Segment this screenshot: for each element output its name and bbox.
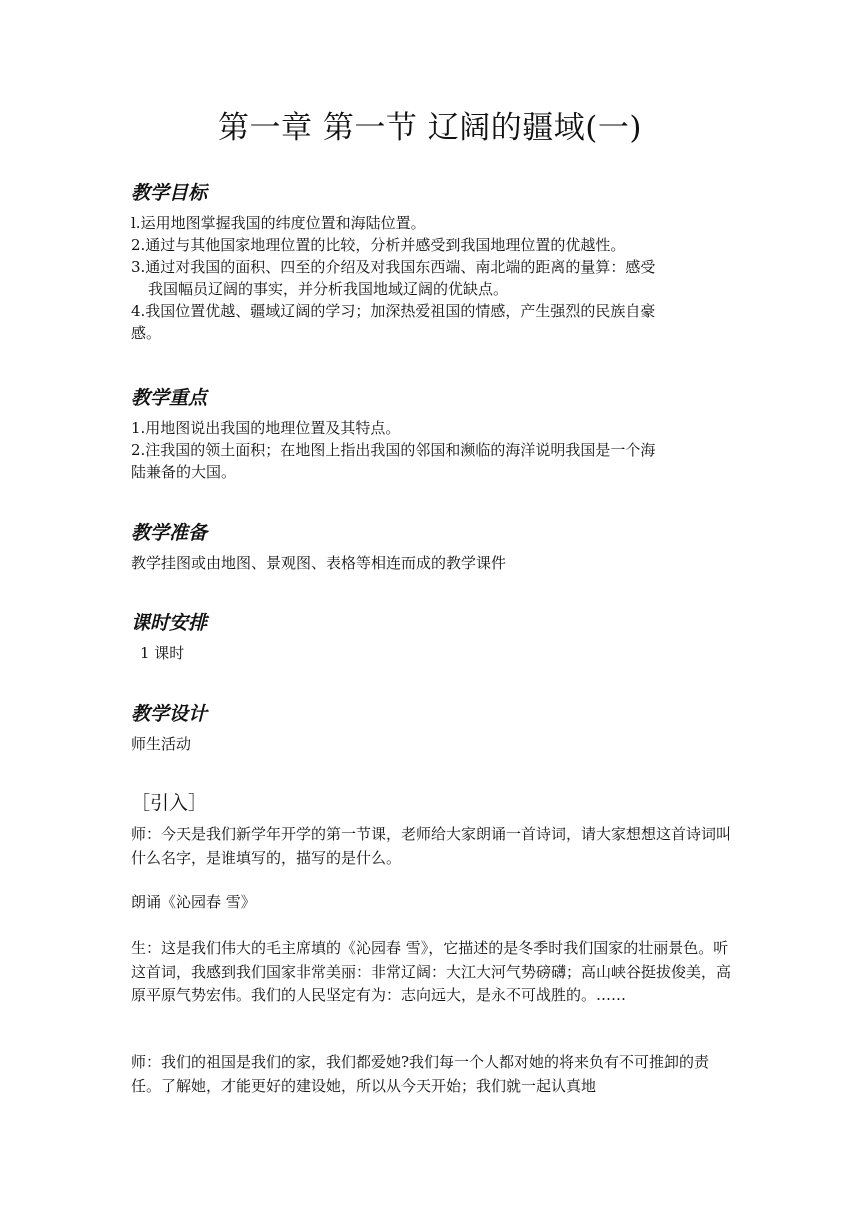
goal-line: 感。	[131, 324, 162, 342]
design-heading: 教学设计	[131, 703, 208, 725]
design-text: 师生活动	[131, 735, 192, 753]
keypoints-heading: 教学重点	[131, 387, 208, 409]
intro-para-4-block	[131, 1051, 731, 1098]
prep-text: 教学挂图或由地图、景观图、表格等相连而成的教学课件	[131, 554, 507, 572]
schedule-text: 1 课时	[140, 644, 185, 662]
intro-para-2-block	[131, 891, 731, 915]
goal-line: 我国幅员辽阔的事实，并分析我国地域辽阔的优缺点。	[148, 280, 509, 298]
intro-paragraph: 朗诵《沁园春 雪》	[131, 893, 256, 911]
intro-para-3-block	[131, 937, 731, 1008]
intro-paragraph: 生：这是我们伟大的毛主席填的《沁园春 雪》，它描述的是冬季时我们国家的壮丽景色。听这首词，我感到我们国家非常美丽：非常辽阔：大江大河气势磅礴；高山峡谷挺拔俊美，高原平原气势宏伟。我们的人民坚定有为：志向远大，是永不可战胜的。……	[131, 939, 732, 1004]
page-title: 第一章 第一节 辽阔的疆域(一)	[218, 110, 642, 146]
goal-line: 4.我国位置优越、疆域辽阔的学习；加深热爱祖国的情感，产生强烈的民族自豪	[131, 302, 656, 320]
keypoint-line: 2.注我国的领土面积；在地图上指出我国的邻国和濒临的海洋说明我国是一个海	[131, 441, 656, 459]
goal-line: l.运用地图掌握我国的纬度位置和海陆位置。	[131, 214, 426, 232]
intro-label-block	[131, 790, 731, 816]
keypoint-line: 1.用地图说出我国的地理位置及其特点。	[131, 419, 401, 437]
intro-label: ［引入］	[131, 792, 208, 814]
goals-section	[131, 180, 731, 344]
schedule-heading: 课时安排	[131, 612, 208, 634]
keypoints-section	[131, 385, 731, 483]
goals-heading: 教学目标	[131, 182, 208, 204]
prep-section	[131, 520, 731, 574]
prep-heading: 教学准备	[131, 522, 208, 544]
schedule-section	[131, 610, 731, 664]
goal-line: 2.通过与其他国家地理位置的比较，分析并感受到我国地理位置的优越性。	[131, 236, 626, 254]
intro-para-1-block	[131, 823, 731, 870]
keypoint-line: 陆兼备的大国。	[131, 463, 237, 481]
intro-paragraph: 师：我们的祖国是我们的家，我们都爱她?我们每一个人都对她的将来负有不可推卸的责任。了解她，才能更好的建设她，所以从今天开始；我们就一起认真地	[131, 1053, 710, 1095]
goal-line: 3.通过对我国的面积、四至的介绍及对我国东西端、南北端的距离的量算：感受	[131, 258, 656, 276]
intro-paragraph: 师：今天是我们新学年开学的第一节课，老师给大家朗诵一首诗词，请大家想想这首诗词叫什么名字，是谁填写的，描写的是什么。	[131, 825, 732, 867]
design-section	[131, 701, 731, 755]
